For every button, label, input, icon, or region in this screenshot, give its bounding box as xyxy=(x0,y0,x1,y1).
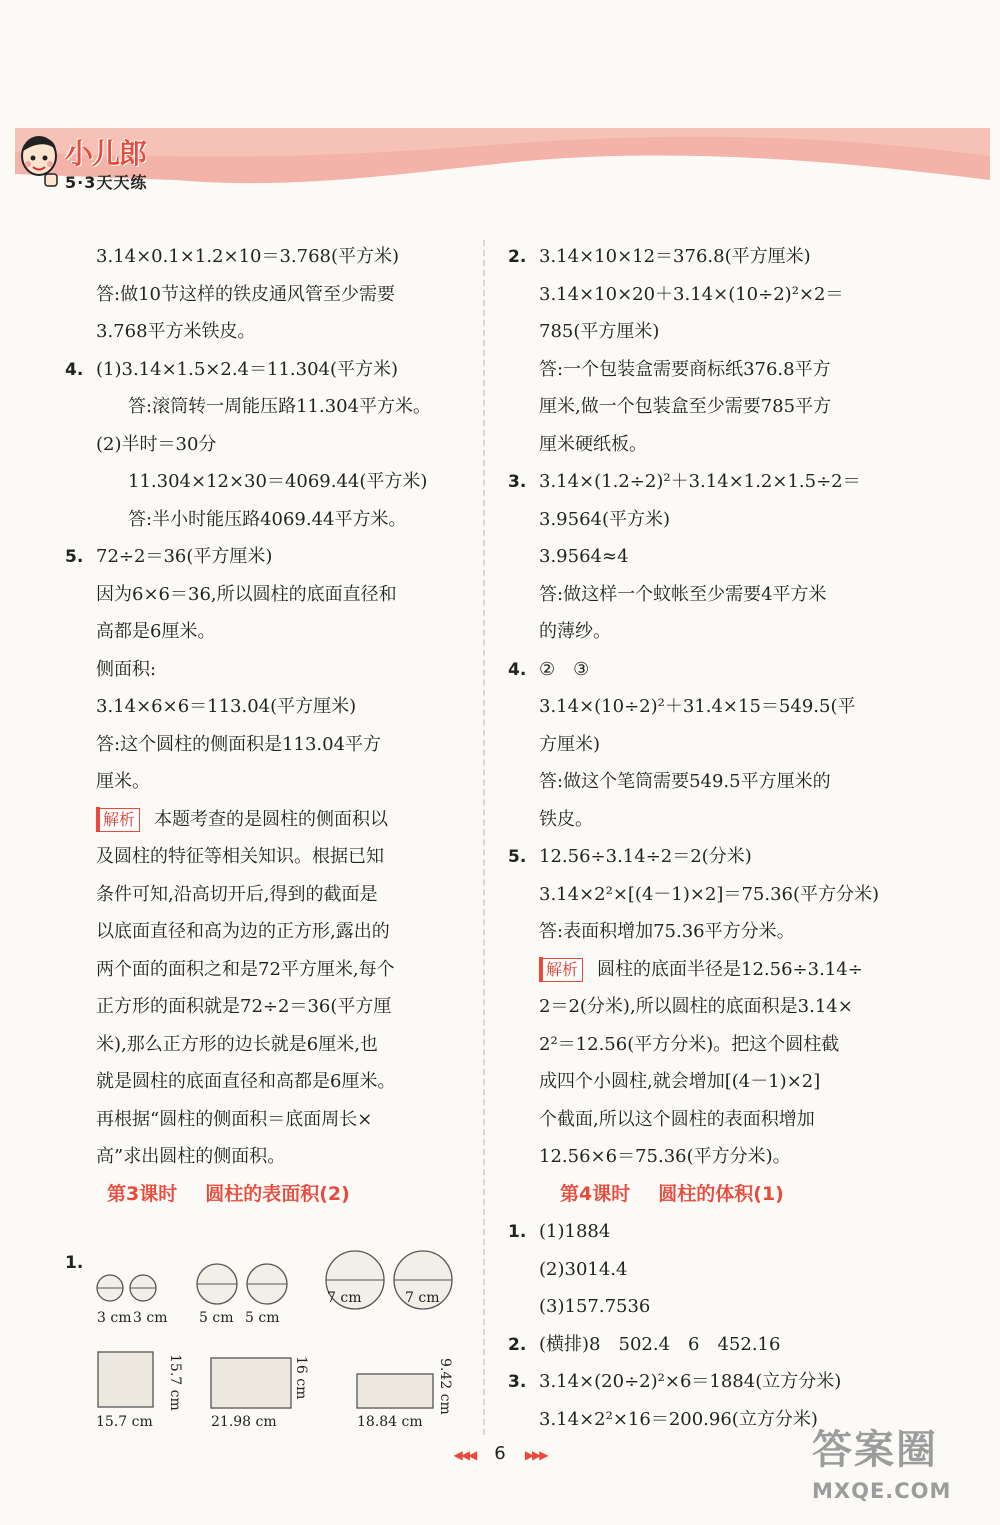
answer-text: 3.9564≈4 xyxy=(539,546,629,567)
answer-line xyxy=(65,463,465,501)
analysis-text: 个截面,所以这个圆柱的表面积增加 xyxy=(539,1108,815,1130)
answer-text: 答:做10节这样的铁皮通风管至少需要 xyxy=(96,283,395,305)
answer-text: (横排)8 502.4 6 452.16 xyxy=(539,1333,781,1355)
answer-line xyxy=(65,276,465,314)
analysis-text: 米),那么正方形的边长就是6厘米,也 xyxy=(96,1033,378,1055)
answer-text: 3.14×6×6＝113.04(平方厘米) xyxy=(96,696,357,717)
answer-line xyxy=(508,913,908,951)
answer-line xyxy=(65,426,465,464)
answer-line xyxy=(508,1288,908,1326)
label-d4: 5 cm xyxy=(245,1310,280,1326)
answer-line xyxy=(508,238,908,276)
analysis-text: 条件可知,沿高切开后,得到的截面是 xyxy=(96,883,378,905)
problem-number: 1. xyxy=(508,1222,527,1242)
answer-line xyxy=(65,313,465,351)
label-h2: 16 cm xyxy=(293,1356,309,1400)
answer-line xyxy=(508,313,908,351)
lesson-label: 第4课时 xyxy=(560,1182,631,1205)
answer-text: 厘米,做一个包装盒至少需要785平方 xyxy=(539,396,832,417)
rect-1 xyxy=(98,1352,153,1407)
answer-text: 3.14×10×12＝376.8(平方厘米) xyxy=(539,246,811,267)
analysis-badge: 解析 xyxy=(539,958,583,982)
watermark-text: 答案圈 xyxy=(812,1427,938,1473)
answer-line xyxy=(508,1326,908,1364)
mascot-icon xyxy=(15,128,63,190)
answer-line xyxy=(508,1213,908,1251)
answer-line xyxy=(65,238,465,276)
left-column xyxy=(65,238,465,1213)
answer-line xyxy=(508,726,908,764)
label-w2: 21.98 cm xyxy=(211,1414,277,1430)
analysis-text: 成四个小圆柱,就会增加[(4－1)×2] xyxy=(539,1071,821,1092)
lesson-label: 第3课时 xyxy=(107,1182,178,1205)
answer-text: 侧面积: xyxy=(96,658,157,680)
answer-line xyxy=(65,726,465,764)
answer-text: 答:表面积增加75.36平方分米。 xyxy=(539,921,795,942)
answer-text: (2)半时＝30分 xyxy=(96,433,217,455)
analysis-badge: 解析 xyxy=(96,808,140,832)
analysis-line xyxy=(508,1063,908,1101)
column-divider xyxy=(483,240,485,1435)
answer-text: 3.14×0.1×1.2×10＝3.768(平方米) xyxy=(96,246,400,267)
logo-title: 小儿郎 xyxy=(65,137,147,170)
lesson-title: 圆柱的表面积(2) xyxy=(205,1182,350,1205)
problem-number: 3. xyxy=(508,1372,527,1392)
answer-text: 3.9564(平方米) xyxy=(539,508,671,530)
analysis-text: 就是圆柱的底面直径和高都是6厘米。 xyxy=(96,1071,396,1092)
answer-text: 3.14×(1.2÷2)²＋3.14×1.2×1.5÷2＝ xyxy=(539,471,861,492)
problem-number: 4. xyxy=(508,659,527,680)
answer-line xyxy=(508,651,908,689)
analysis-text: 2²＝12.56(平方分米)。把这个圆柱截 xyxy=(539,1033,840,1055)
right-answers-2 xyxy=(508,1213,908,1438)
analysis-line xyxy=(65,913,465,951)
page-header xyxy=(15,128,990,190)
answer-text: 72÷2＝36(平方厘米) xyxy=(96,546,273,567)
answer-line xyxy=(508,501,908,539)
analysis-line xyxy=(65,876,465,914)
answer-line xyxy=(508,763,908,801)
answer-text: 答:做这样一个蚊帐至少需要4平方米 xyxy=(539,583,827,605)
logo-subtitle: 5·3天天练 xyxy=(65,173,148,192)
page-number: 6 xyxy=(494,1443,506,1464)
problem-number: 2. xyxy=(508,1334,527,1355)
answer-line xyxy=(508,876,908,914)
answer-text: 3.14×10×20＋3.14×(10÷2)²×2＝ xyxy=(539,283,844,305)
problem-number: 2. xyxy=(508,247,527,267)
answer-line xyxy=(508,463,908,501)
answer-line xyxy=(508,1251,908,1289)
label-d6: 7 cm xyxy=(405,1290,440,1306)
answer-line xyxy=(508,576,908,614)
section-heading-lesson-4 xyxy=(508,1176,908,1214)
answer-line xyxy=(65,651,465,689)
analysis-line xyxy=(508,1101,908,1139)
left-arrows-icon: ◀◀◀ xyxy=(453,1448,476,1462)
answer-text: 答:做这个笔筒需要549.5平方厘米的 xyxy=(539,771,831,792)
answer-line xyxy=(508,388,908,426)
right-column xyxy=(508,238,908,1438)
right-arrows-icon: ▶▶▶ xyxy=(524,1448,547,1462)
brand-logo xyxy=(65,132,147,193)
analysis-text: 及圆柱的特征等相关知识。根据已知 xyxy=(96,846,384,867)
analysis-line xyxy=(65,1101,465,1139)
answer-line xyxy=(508,838,908,876)
label-w3: 18.84 cm xyxy=(357,1414,423,1430)
answer-text: ② ③ xyxy=(539,658,590,680)
analysis-line xyxy=(65,988,465,1026)
watermark-url: MXQE.COM xyxy=(812,1479,952,1503)
answer-line xyxy=(65,388,465,426)
analysis-line xyxy=(508,988,908,1026)
answer-line xyxy=(65,351,465,389)
header-band xyxy=(15,128,990,190)
analysis-text: 再根据“圆柱的侧面积＝底面周长× xyxy=(96,1108,373,1130)
answer-text: 3.14×(20÷2)²×6＝1884(立方分米) xyxy=(539,1371,842,1392)
right-answers xyxy=(508,238,908,951)
answer-line xyxy=(508,1363,908,1401)
label-d5: 7 cm xyxy=(327,1290,362,1306)
analysis-text: 两个面的面积之和是72平方厘米,每个 xyxy=(96,958,395,980)
rect-3 xyxy=(357,1374,433,1408)
answer-line xyxy=(65,538,465,576)
answer-text: 的薄纱。 xyxy=(539,621,611,642)
answer-text: 因为6×6＝36,所以圆柱的底面直径和 xyxy=(96,583,397,605)
watermark xyxy=(812,1418,992,1523)
label-h3: 9.42 cm xyxy=(437,1358,453,1415)
right-analysis xyxy=(508,951,908,1176)
answer-line xyxy=(65,688,465,726)
answer-line xyxy=(508,613,908,651)
rect-2 xyxy=(211,1358,291,1408)
answer-text: 答:这个圆柱的侧面积是113.04平方 xyxy=(96,733,382,755)
answer-line xyxy=(508,426,908,464)
answer-text: (1)3.14×1.5×2.4＝11.304(平方米) xyxy=(96,358,399,380)
analysis-line xyxy=(508,1138,908,1176)
problem-number: 5. xyxy=(65,547,84,567)
answer-line xyxy=(508,801,908,839)
answer-text: 方厘米) xyxy=(539,733,601,755)
analysis-line xyxy=(65,1026,465,1064)
answer-text: 3.768平方米铁皮。 xyxy=(96,321,256,342)
answer-text: 答:一个包装盒需要商标纸376.8平方 xyxy=(539,358,831,380)
answer-line xyxy=(65,613,465,651)
answer-line xyxy=(65,763,465,801)
answer-text: 11.304×12×30＝4069.44(平方米) xyxy=(128,471,428,492)
left-analysis xyxy=(65,801,465,1176)
answer-text: 785(平方厘米) xyxy=(539,321,660,342)
label-d2: 3 cm xyxy=(133,1310,168,1326)
analysis-line xyxy=(65,951,465,989)
left-answers xyxy=(65,238,465,801)
answer-text: (3)157.7536 xyxy=(539,1296,651,1317)
answer-line xyxy=(508,688,908,726)
answer-text: 3.14×2²×[(4－1)×2]＝75.36(平方分米) xyxy=(539,883,880,905)
analysis-text: 正方形的面积就是72÷2＝36(平方厘 xyxy=(96,996,392,1017)
figure-problem-number: 1. xyxy=(65,1253,84,1273)
analysis-text: 以底面直径和高为边的正方形,露出的 xyxy=(96,921,390,942)
problem-number: 3. xyxy=(508,472,527,492)
answer-text: 答:半小时能压路4069.44平方米。 xyxy=(128,508,407,530)
problem-number: 5. xyxy=(508,847,527,867)
analysis-text: 12.56×6＝75.36(平方分米)。 xyxy=(539,1146,791,1167)
analysis-line xyxy=(65,801,465,839)
answer-line xyxy=(65,501,465,539)
label-d1: 3 cm xyxy=(97,1310,132,1326)
label-w1: 15.7 cm xyxy=(96,1414,153,1430)
problem-number: 4. xyxy=(65,359,84,380)
analysis-line xyxy=(65,1063,465,1101)
answer-text: 厘米硬纸板。 xyxy=(539,433,647,455)
label-d3: 5 cm xyxy=(199,1310,234,1326)
answer-text: 铁皮。 xyxy=(539,808,593,830)
analysis-line xyxy=(508,1026,908,1064)
surface-area-figure xyxy=(65,1250,475,1435)
analysis-text: 高”求出圆柱的侧面积。 xyxy=(96,1146,286,1167)
answer-text: (2)3014.4 xyxy=(539,1258,628,1280)
analysis-text: 2＝2(分米),所以圆柱的底面积是3.14× xyxy=(539,996,853,1017)
analysis-line xyxy=(508,951,908,989)
answer-text: 3.14×(10÷2)²＋31.4×15＝549.5(平 xyxy=(539,696,856,717)
section-heading-lesson-3 xyxy=(65,1176,465,1214)
label-h1: 15.7 cm xyxy=(167,1354,183,1411)
answer-line xyxy=(508,538,908,576)
lesson-title: 圆柱的体积(1) xyxy=(658,1182,784,1205)
analysis-line xyxy=(65,1138,465,1176)
answer-text: 3.14×2²×16＝200.96(立方分米) xyxy=(539,1408,818,1430)
answer-text: 答:滚筒转一周能压路11.304平方米。 xyxy=(128,396,432,417)
answer-line xyxy=(508,351,908,389)
analysis-text: 圆柱的底面半径是12.56÷3.14÷ xyxy=(597,958,863,980)
answer-text: 高都是6厘米。 xyxy=(96,621,216,642)
answer-text: (1)1884 xyxy=(539,1221,611,1242)
answer-line xyxy=(65,576,465,614)
answer-text: 12.56÷3.14÷2＝2(分米) xyxy=(539,846,752,867)
analysis-text: 本题考查的是圆柱的侧面积以 xyxy=(154,808,389,830)
answer-line xyxy=(508,276,908,314)
analysis-line xyxy=(65,838,465,876)
answer-text: 厘米。 xyxy=(96,771,150,792)
